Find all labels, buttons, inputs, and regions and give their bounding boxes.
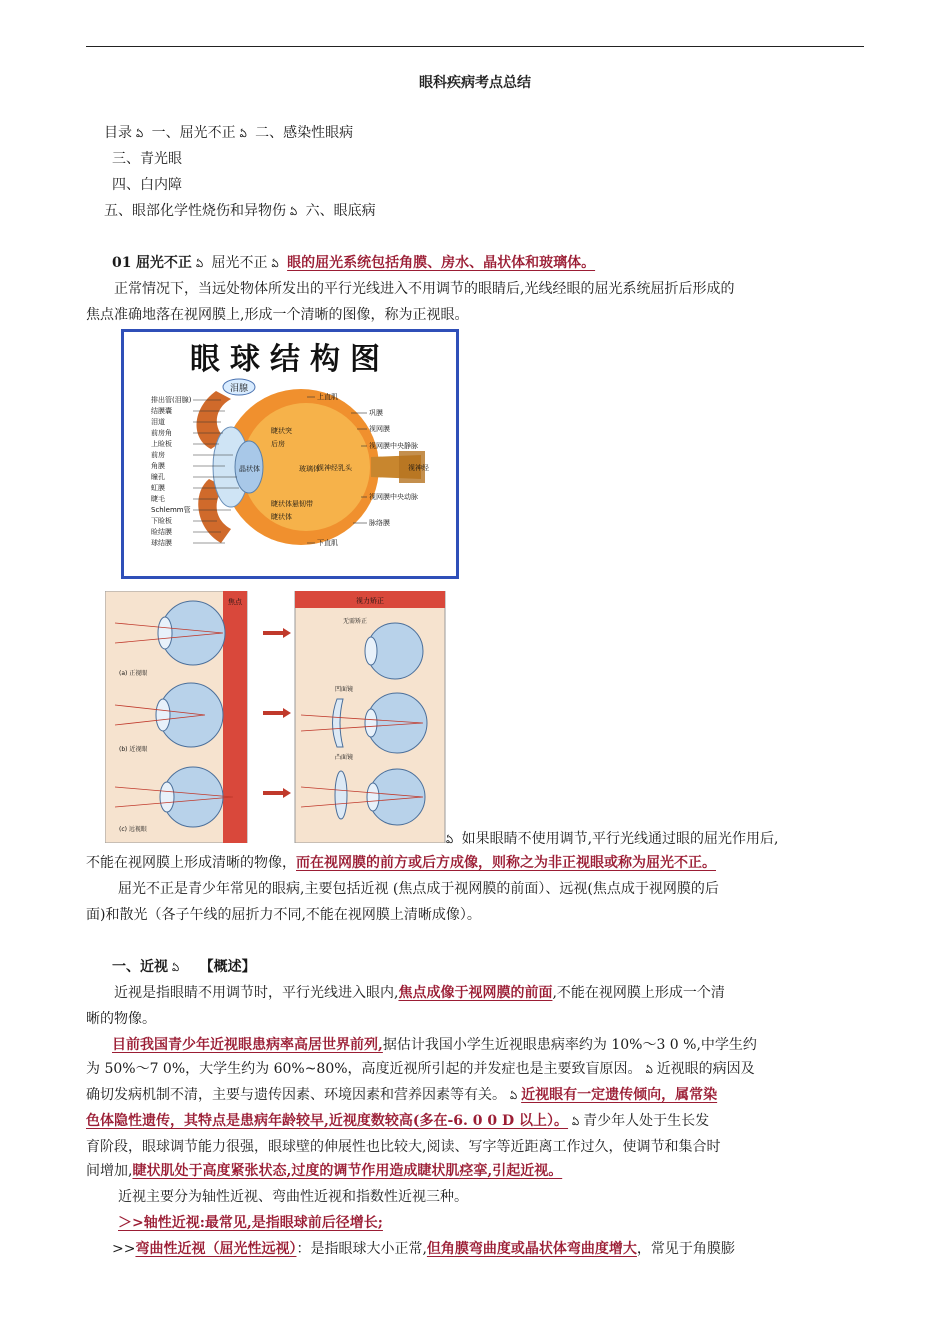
paragraph-line [112, 1239, 735, 1259]
label: 晶状体 [239, 465, 260, 473]
bookmark-icon: ఏ [572, 1117, 580, 1128]
paragraph-line: 近视主要分为轴性近视、弯曲性近视和指数性近视三种。 [118, 1189, 468, 1205]
highlight-text: 色体隐性遗传，其特点是患病年龄较早,近视度数较高(多在-6. 0 0 D 以上）。 [86, 1113, 569, 1129]
label: 视网膜中央静脉 [369, 442, 418, 450]
text-span: ：是指眼球大小正常, [296, 1241, 427, 1257]
paragraph-line [86, 853, 716, 873]
convex-lens [335, 771, 347, 819]
bookmark-icon: ఏ [271, 259, 279, 270]
overview-label: 【概述】 [199, 959, 256, 975]
label: 瞳孔 [151, 473, 165, 481]
toc-item-3[interactable]: 三、青光眼 [112, 151, 182, 167]
text-span: 近视是指眼睛不用调节时，平行光线进入眼内, [114, 985, 399, 1001]
highlight-text: 近视眼有一定遗传倾向，属常染 [521, 1087, 718, 1103]
label: 排出管(泪腺) [151, 396, 192, 404]
highlight-text: 但角膜弯曲度或晶状体弯曲度增大 [426, 1241, 637, 1257]
eye-structure-figure [121, 329, 459, 579]
label: 脉络膜 [369, 519, 390, 527]
text-span: ,不能在视网膜上形成一个清 [552, 985, 725, 1001]
label: 视网膜中央动脉 [369, 493, 418, 501]
label: 上直肌 [317, 393, 338, 401]
label: 玻璃体 [299, 465, 320, 473]
label: 视神经乳头 [317, 464, 352, 472]
text-span: 间增加, [86, 1163, 133, 1179]
highlight-text: 弯曲性近视（屈光性远视） [135, 1241, 297, 1257]
retina-band [223, 591, 247, 843]
paragraph-line [118, 1213, 383, 1233]
paragraph-line: 正常情况下，当远处物体所发出的平行光线进入不用调节的眼睛后,光线经眼的屈光系统屈折后形成的 [114, 281, 735, 297]
bookmark-icon: ఏ [239, 129, 247, 140]
label: 凹面镜 [335, 686, 354, 693]
paragraph-line [114, 983, 725, 1003]
arrow-icons [263, 628, 291, 798]
label: 角膜 [151, 462, 165, 470]
arrow-icon [263, 708, 291, 718]
paragraph-line: 面)和散光（各子午线的屈折力不同,不能在视网膜上清晰成像）。 [86, 907, 481, 923]
label: 睫状体悬韧带 [271, 500, 313, 508]
label: 泪道 [151, 418, 165, 426]
page-title: 眼科疾病考点总结 [419, 75, 531, 91]
label: 下睑板 [151, 517, 172, 525]
label: 球结膜 [151, 539, 172, 547]
text-span: ，常见于角膜膨 [636, 1241, 735, 1257]
paragraph-line [86, 1111, 709, 1133]
bookmark-icon: ఏ [195, 259, 204, 270]
text-span: >> [112, 1241, 136, 1257]
paragraph-line: 焦点准确地落在视网膜上,形成一个清晰的图像，称为正视眼。 [86, 307, 469, 323]
paragraph-line: 育阶段，眼球调节能力很强，眼球壁的伸展性也比较大,阅读、写字等近距离工作过久，使调节和集合时 [86, 1139, 721, 1155]
arrow-icon [263, 788, 291, 798]
toc-item-5[interactable]: 五、眼部化学性烧伤和异物伤 [104, 203, 286, 219]
label: (a) 正视眼 [119, 670, 148, 677]
label: 前房 [151, 451, 165, 459]
label: 下直肌 [317, 539, 338, 547]
label: 睫状突 [271, 427, 292, 435]
highlight-text: 目前我国青少年近视眼患病率高居世界前列, [112, 1037, 383, 1053]
paragraph-line [86, 1059, 755, 1081]
bookmark-icon: ఏ [136, 129, 144, 140]
bookmark-icon: ఏ [446, 835, 454, 846]
section-01-heading [112, 253, 595, 275]
highlight-text: ＞>轴性近视:最常见,是指眼球前后径增长; [118, 1215, 383, 1231]
bookmark-icon: ఏ [510, 1091, 518, 1102]
text-span: 为 50%～7 0%，大学生约为 60%~80%，高度近视所引起的并发症也是主要致盲原因。 [86, 1061, 642, 1077]
panel-header: 焦点 [228, 598, 242, 606]
paragraph-line [442, 829, 778, 851]
section-title: 一、近视 [112, 959, 168, 975]
label: 结膜囊 [151, 407, 172, 415]
toc-item-4[interactable]: 四、白内障 [112, 177, 182, 193]
toc-item-1[interactable]: 一、屈光不正 [151, 125, 236, 141]
section-number: 01 [112, 255, 132, 271]
panel-header: 视力矫正 [356, 597, 384, 605]
highlight-text: 而在视网膜的前方或后方成像，则称之为非正视眼或称为屈光不正。 [296, 855, 716, 871]
toc-line-5 [104, 201, 376, 223]
paragraph-line: 晰的物像。 [86, 1011, 156, 1027]
text-span: 不能在视网膜上形成清晰的物像， [86, 855, 296, 871]
highlight-text: 睫状肌处于高度紧张状态,过度的调节作用造成睫状肌痉挛,引起近视。 [132, 1163, 563, 1179]
myopia-heading [112, 957, 256, 979]
highlight-text: 焦点成像于视网膜的前面 [398, 985, 553, 1001]
paragraph-line [86, 1161, 562, 1181]
tear-gland-label: 泪腺 [229, 384, 249, 394]
text-span: 如果眼睛不使用调节,平行光线通过眼的屈光作用后, [461, 831, 779, 847]
header-rule [86, 46, 864, 47]
bookmark-icon: ఏ [172, 963, 180, 974]
arrow-icon [263, 628, 291, 638]
text-span: 据估计我国小学生近视眼患病率约为 10%～3 0 %,中学生约 [382, 1037, 757, 1053]
figure-title: 眼球结构图 [190, 342, 390, 377]
label: 后房 [271, 440, 285, 448]
eye-structure-svg [121, 329, 459, 579]
paragraph-line [112, 1035, 757, 1055]
label: 巩膜 [369, 409, 383, 417]
toc-item-6[interactable]: 六、眼底病 [305, 203, 376, 219]
label: 凸面镜 [335, 754, 354, 761]
toc-label: 目录 [104, 125, 132, 141]
toc-item-2[interactable]: 二、感染性眼病 [255, 125, 354, 141]
highlight-text: 眼的屈光系统包括角膜、房水、晶状体和玻璃体。 [287, 255, 596, 271]
label: 上睑板 [151, 440, 172, 448]
text-span: 近视眼的病因及 [656, 1061, 755, 1077]
paragraph-line [86, 1085, 717, 1107]
section-subtitle: 屈光不正 [211, 255, 268, 271]
label: (b) 近视眼 [119, 746, 148, 753]
refraction-svg [105, 591, 451, 843]
toc-line-1 [104, 123, 353, 145]
label: 睫毛 [151, 495, 165, 503]
section-title: 屈光不正 [135, 255, 192, 271]
text-span: 确切发病机制不清，主要与遗传因素、环境因素和营养因素等有关。 [86, 1087, 506, 1103]
label: 前房角 [151, 429, 172, 437]
bookmark-icon: ఏ [645, 1065, 653, 1076]
label: (c) 远视眼 [119, 826, 147, 833]
label: 睑结膜 [151, 528, 172, 536]
label: Schlemm管 [151, 506, 191, 514]
label: 虹膜 [151, 484, 165, 492]
bookmark-icon: ఏ [290, 207, 298, 218]
paragraph-line: 屈光不正是青少年常见的眼病,主要包括近视 (焦点成于视网膜的前面）、远视(焦点成于视网膜的后 [118, 881, 719, 897]
refraction-figure [105, 591, 451, 843]
label: 视神经 [408, 464, 429, 472]
label: 睫状体 [271, 513, 292, 521]
label: 视网膜 [369, 425, 390, 433]
label: 无需矫正 [343, 618, 368, 625]
text-span: 青少年人处于生长发 [583, 1113, 710, 1129]
